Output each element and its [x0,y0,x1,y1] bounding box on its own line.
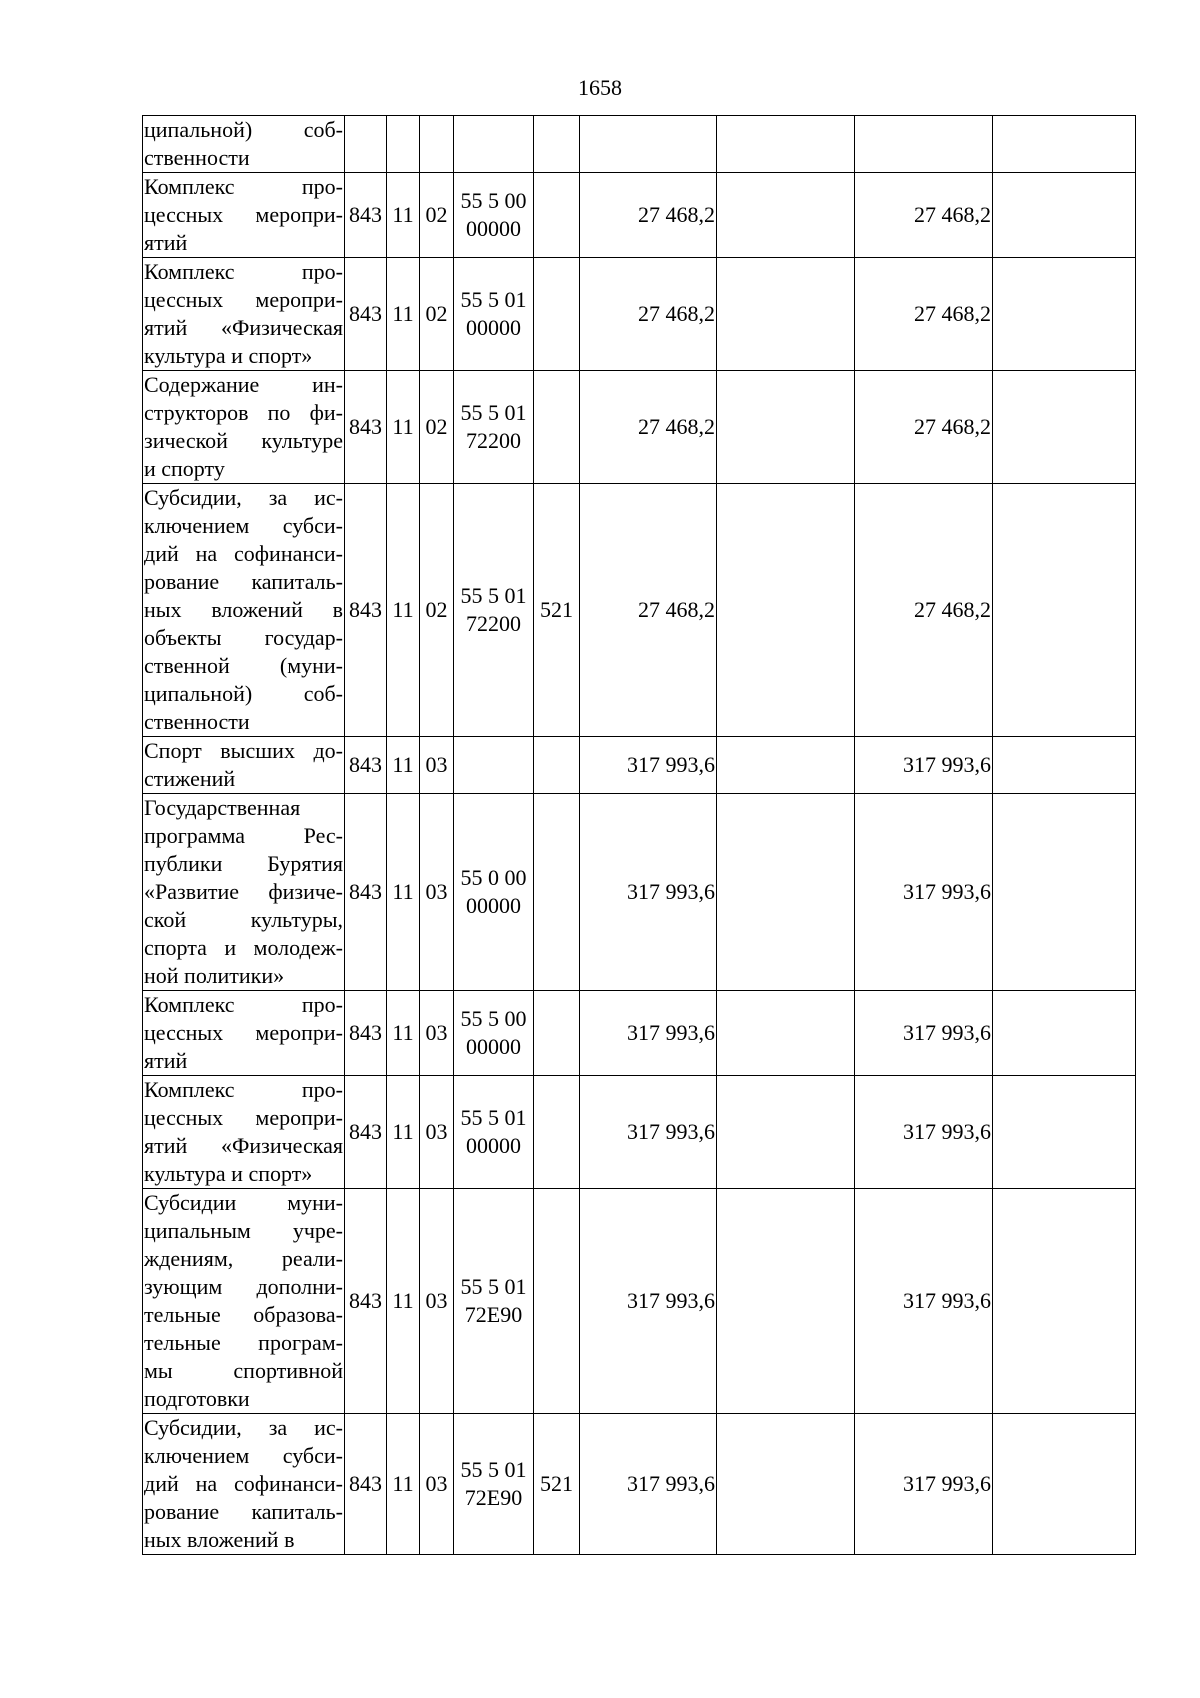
row-name-line: тельные образова- [144,1302,343,1327]
row-name-line: Комплекс про- [144,174,343,199]
row-name-line: зической культуре [144,428,343,453]
amount-2 [717,173,855,258]
amount-2 [717,794,855,991]
section-code: 11 [387,737,420,794]
target-article-code-line: 72200 [466,611,521,636]
target-article-code [454,484,534,737]
row-name-line: ключением субси- [144,1443,343,1468]
amount-1: 317 993,6 [580,737,717,794]
row-name [143,371,345,484]
amount-2 [717,991,855,1076]
amount-4 [993,173,1136,258]
amount-3: 317 993,6 [855,1189,993,1414]
section-code [387,116,420,173]
expense-type-code [534,116,580,173]
target-article-code-line: 00000 [466,216,521,241]
table-row [143,1414,1136,1555]
row-name-line: ных вложений в [144,1527,295,1552]
row-name-line: ятий «Физическая [144,315,343,340]
target-article-code-line: 55 5 01 [460,1105,527,1130]
row-name-line: дий на софинанси- [144,1471,343,1496]
amount-4 [993,258,1136,371]
row-name [143,1076,345,1189]
target-article-code-line: 55 0 00 [460,865,527,890]
row-name-line: программа Рес- [144,823,343,848]
subsection-code: 03 [420,991,454,1076]
amount-3: 317 993,6 [855,794,993,991]
table-row [143,116,1136,173]
ved-code: 843 [345,258,387,371]
row-name [143,173,345,258]
budget-table [142,115,1136,1555]
row-name-line: ственной (муни- [144,653,343,678]
amount-1: 317 993,6 [580,1076,717,1189]
row-name-line: цессных меропри- [144,287,343,312]
row-name-line: цессных меропри- [144,1105,343,1130]
amount-4 [993,371,1136,484]
row-name-line: ципальной) соб- [144,681,343,706]
row-name-line: ных вложений в [144,597,343,622]
row-name-line: Комплекс про- [144,1077,343,1102]
amount-4 [993,991,1136,1076]
row-name-line: Государственная [144,795,301,820]
table-row [143,1189,1136,1414]
row-name-line: ятий «Физическая [144,1133,343,1158]
row-name-line: цессных меропри- [144,1020,343,1045]
amount-4 [993,1189,1136,1414]
ved-code: 843 [345,1076,387,1189]
amount-3: 27 468,2 [855,371,993,484]
subsection-code: 03 [420,1076,454,1189]
row-name-line: культура и спорт» [144,1161,313,1186]
row-name [143,737,345,794]
target-article-code-line: 72Е90 [464,1485,523,1510]
section-code: 11 [387,173,420,258]
ved-code: 843 [345,1414,387,1555]
table-row [143,1076,1136,1189]
target-article-code-line: 55 5 00 [460,188,527,213]
expense-type-code [534,371,580,484]
subsection-code: 02 [420,484,454,737]
expense-type-code: 521 [534,484,580,737]
section-code: 11 [387,1189,420,1414]
row-name-line: Комплекс про- [144,259,343,284]
ved-code: 843 [345,1189,387,1414]
amount-3: 27 468,2 [855,484,993,737]
amount-2 [717,116,855,173]
row-name-line: ципальным учре- [144,1218,343,1243]
target-article-code [454,737,534,794]
amount-4 [993,794,1136,991]
row-name-line: ственности [144,145,250,170]
amount-1 [580,116,717,173]
section-code: 11 [387,794,420,991]
amount-3: 317 993,6 [855,737,993,794]
expense-type-code [534,173,580,258]
amount-1: 27 468,2 [580,173,717,258]
page-number: 1658 [578,75,622,100]
row-name-line: зующим дополни- [144,1274,343,1299]
target-article-code-line: 00000 [466,1034,521,1059]
row-name-line: Содержание ин- [144,372,343,397]
row-name-line: мы спортивной [144,1358,343,1383]
row-name-line: культура и спорт» [144,343,313,368]
row-name-line: и спорту [144,456,225,481]
amount-3: 317 993,6 [855,991,993,1076]
target-article-code-line: 72Е90 [464,1302,523,1327]
section-code: 11 [387,258,420,371]
target-article-code-line: 55 5 01 [460,1274,527,1299]
amount-4 [993,1076,1136,1189]
row-name-line: Спорт высших до- [144,738,343,763]
expense-type-code [534,794,580,991]
row-name-line: ной политики» [144,963,285,988]
target-article-code [454,173,534,258]
subsection-code: 03 [420,737,454,794]
subsection-code: 03 [420,1414,454,1555]
row-name-line: спорта и молодеж- [144,935,343,960]
ved-code: 843 [345,794,387,991]
row-name-line: Комплекс про- [144,992,343,1017]
expense-type-code [534,991,580,1076]
table-row [143,737,1136,794]
target-article-code [454,1189,534,1414]
target-article-code-line: 55 5 01 [460,287,527,312]
row-name-line: стижений [144,766,236,791]
amount-3 [855,116,993,173]
row-name-line: Субсидии муни- [144,1190,343,1215]
row-name-line: рование капиталь- [144,1499,343,1524]
amount-1: 27 468,2 [580,258,717,371]
row-name-line: ципальной) соб- [144,117,343,142]
row-name-line: структоров по фи- [144,400,343,425]
table-row [143,258,1136,371]
amount-2 [717,737,855,794]
amount-1: 317 993,6 [580,1189,717,1414]
amount-3: 27 468,2 [855,173,993,258]
subsection-code: 03 [420,1189,454,1414]
row-name-line: рование капиталь- [144,569,343,594]
amount-2 [717,1076,855,1189]
row-name-line: ятий [144,1048,188,1073]
target-article-code-line: 00000 [466,315,521,340]
amount-1: 317 993,6 [580,794,717,991]
subsection-code: 03 [420,794,454,991]
target-article-code [454,1076,534,1189]
section-code: 11 [387,1414,420,1555]
row-name [143,484,345,737]
target-article-code [454,1414,534,1555]
ved-code: 843 [345,173,387,258]
ved-code: 843 [345,991,387,1076]
target-article-code-line: 00000 [466,893,521,918]
row-name-line: дий на софинанси- [144,541,343,566]
table-row [143,991,1136,1076]
target-article-code-line: 55 5 01 [460,583,527,608]
subsection-code: 02 [420,371,454,484]
ved-code: 843 [345,737,387,794]
section-code: 11 [387,484,420,737]
amount-1: 27 468,2 [580,484,717,737]
amount-2 [717,371,855,484]
row-name-line: тельные програм- [144,1330,343,1355]
ved-code: 843 [345,484,387,737]
amount-2 [717,1414,855,1555]
amount-3: 317 993,6 [855,1076,993,1189]
table-row [143,484,1136,737]
table-row [143,173,1136,258]
subsection-code: 02 [420,258,454,371]
table-row [143,794,1136,991]
row-name-line: ской культуры, [144,907,343,932]
ved-code [345,116,387,173]
section-code: 11 [387,1076,420,1189]
amount-4 [993,484,1136,737]
section-code: 11 [387,371,420,484]
amount-2 [717,484,855,737]
amount-3: 317 993,6 [855,1414,993,1555]
expense-type-code [534,737,580,794]
subsection-code [420,116,454,173]
amount-4 [993,1414,1136,1555]
amount-4 [993,737,1136,794]
target-article-code [454,991,534,1076]
amount-1: 317 993,6 [580,991,717,1076]
expense-type-code: 521 [534,1414,580,1555]
expense-type-code [534,1189,580,1414]
row-name-line: Субсидии, за ис- [144,485,343,510]
section-code: 11 [387,991,420,1076]
row-name-line: ждениям, реали- [144,1246,343,1271]
row-name [143,1189,345,1414]
amount-2 [717,258,855,371]
row-name-line: публики Бурятия [144,851,343,876]
amount-1: 27 468,2 [580,371,717,484]
table-row [143,371,1136,484]
target-article-code-line: 55 5 01 [460,400,527,425]
amount-2 [717,1189,855,1414]
target-article-code [454,794,534,991]
target-article-code-line: 72200 [466,428,521,453]
row-name-line: ственности [144,709,250,734]
target-article-code-line: 55 5 01 [460,1457,527,1482]
row-name-line: ятий [144,230,188,255]
row-name-line: ключением субси- [144,513,343,538]
target-article-code-line: 55 5 00 [460,1006,527,1031]
expense-type-code [534,1076,580,1189]
amount-3: 27 468,2 [855,258,993,371]
row-name [143,116,345,173]
target-article-code [454,371,534,484]
row-name [143,1414,345,1555]
row-name-line: Субсидии, за ис- [144,1415,343,1440]
row-name-line: объекты государ- [144,625,343,650]
row-name-line: цессных меропри- [144,202,343,227]
amount-1: 317 993,6 [580,1414,717,1555]
target-article-code [454,258,534,371]
ved-code: 843 [345,371,387,484]
row-name-line: подготовки [144,1386,250,1411]
subsection-code: 02 [420,173,454,258]
amount-4 [993,116,1136,173]
row-name [143,794,345,991]
target-article-code-line: 00000 [466,1133,521,1158]
target-article-code [454,116,534,173]
row-name-line: «Развитие физиче- [144,879,343,904]
row-name [143,991,345,1076]
row-name [143,258,345,371]
expense-type-code [534,258,580,371]
